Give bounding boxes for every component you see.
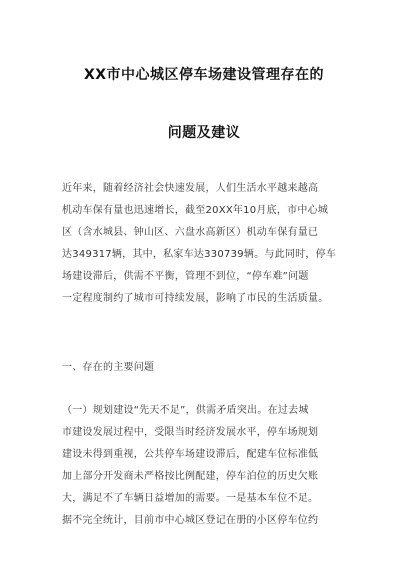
paragraph-intro [62,178,350,310]
paragraph-line: 据不完全统计，目前市中心城区登记在册的小区停车位约 [62,515,319,526]
paragraph-line: 近年来，随着经济社会快速发展，人们生活水平越来越高 [62,183,319,194]
paragraph-line: 建设未得到重视，公共停车场建设滞后，配建车位标准低 [62,449,319,460]
paragraph-line: 机动车保有量也迅速增长，截至20XX年10月底，市中心城 [62,205,329,216]
paragraph-line: 场建设滞后，供需不平衡，管理不到位，“停车难”问题 [62,271,309,282]
section-heading: 一、存在的主要问题 [62,362,155,373]
paragraph-problems [62,400,350,532]
paragraph-line: 区（含水城县、钟山区、六盘水高新区）机动车保有量已 [62,227,319,238]
paragraph-line: 加上部分开发商未严格按比例配建，停车泊位的历史欠账 [62,471,319,482]
paragraph-line: （一）规划建设“先天不足”，供需矛盾突出。在过去城 [62,405,309,416]
document-title-line-2: 问题及建议 [167,125,241,141]
paragraph-line: 达349317辆，其中，私家车达330739辆。与此同时，停车 [62,249,337,260]
paragraph-line: 一定程度制约了城市可持续发展，影响了市民的生活质量。 [62,293,329,304]
document-title-line-1: XX市中心城区停车场建设管理存在的 [83,67,325,83]
paragraph-line: 大，满足不了车辆日益增加的需要。一是基本车位不足。 [62,493,319,504]
paragraph-line: 市建设发展过程中，受限当时经济发展水平，停车场规划 [62,427,319,438]
